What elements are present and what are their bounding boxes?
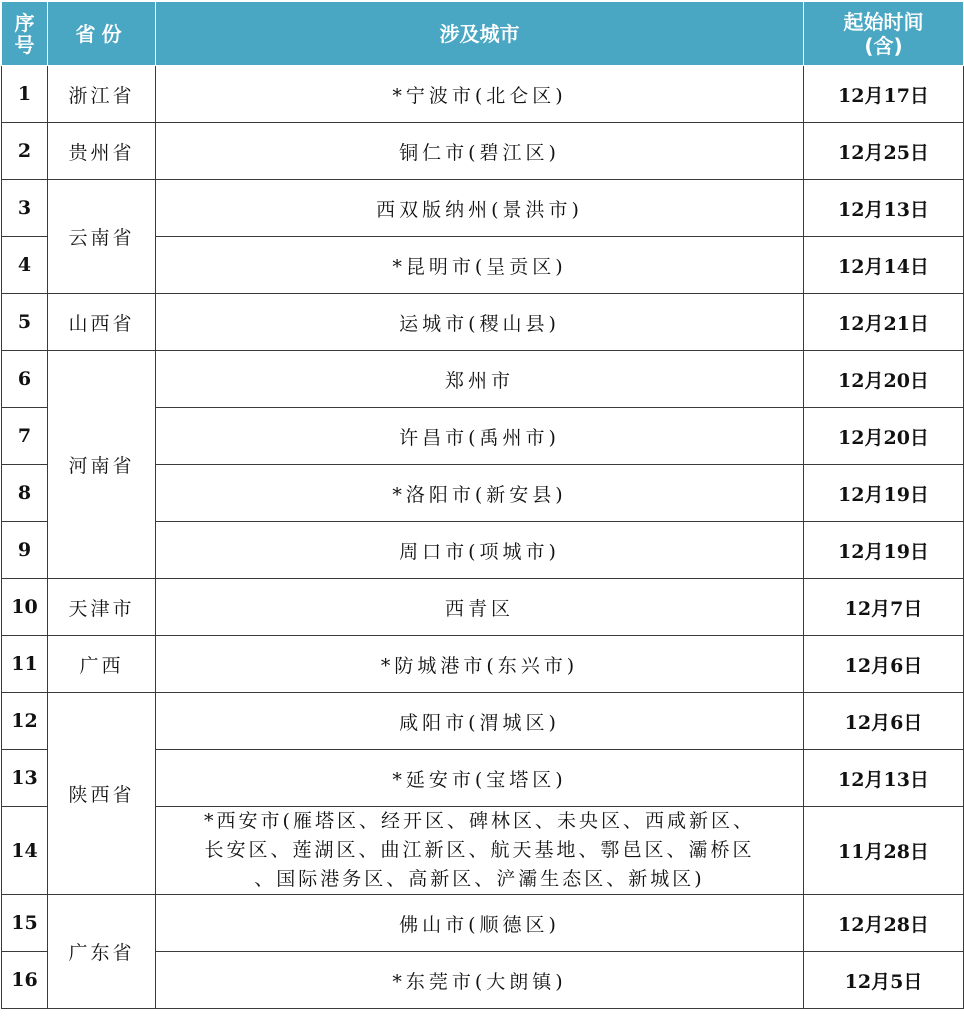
province-cell: 广西 [48,636,156,693]
header-row [2,2,964,66]
city-cell: 运城市(稷山县) [156,294,804,351]
province-cell: 云南省 [48,180,156,294]
seq-cell: 2 [2,123,48,180]
seq-cell: 12 [2,693,48,750]
seq-cell: 5 [2,294,48,351]
seq-cell: 14 [2,807,48,895]
province-cell: 贵州省 [48,123,156,180]
city-cell: 西青区 [156,579,804,636]
date-cell: 12月21日 [804,294,964,351]
table-row [2,180,964,237]
header-seq [2,2,48,66]
seq-cell: 8 [2,465,48,522]
city-line: *西安市(雁塔区、经开区、碑林区、未央区、西咸新区、 [204,810,755,832]
city-cell: 周口市(项城市) [156,522,804,579]
province-cell: 浙江省 [48,66,156,123]
table-row [2,351,964,408]
date-cell: 12月28日 [804,895,964,952]
date-cell: 12月6日 [804,636,964,693]
table-row [2,579,964,636]
header-start-time [804,2,964,66]
province-cell: 山西省 [48,294,156,351]
city-cell: 许昌市(禹州市) [156,408,804,465]
table-row [2,123,964,180]
city-cell: *昆明市(呈贡区) [156,237,804,294]
date-cell: 12月5日 [804,952,964,1009]
seq-cell: 13 [2,750,48,807]
date-cell: 12月13日 [804,180,964,237]
outbreak-regions-table [1,1,964,1009]
date-cell: 12月14日 [804,237,964,294]
header-start-line2: (含) [864,33,903,58]
date-cell: 12月25日 [804,123,964,180]
city-cell: 郑州市 [156,351,804,408]
city-line: 、国际港务区、高新区、浐灞生态区、新城区) [254,868,705,890]
date-cell: 12月20日 [804,408,964,465]
date-cell: 12月19日 [804,465,964,522]
seq-cell: 9 [2,522,48,579]
city-cell: 佛山市(顺德区) [156,895,804,952]
city-cell: 咸阳市(渭城区) [156,693,804,750]
table-row [2,66,964,123]
seq-cell: 11 [2,636,48,693]
table-row [2,294,964,351]
seq-cell: 4 [2,237,48,294]
date-cell: 12月6日 [804,693,964,750]
province-cell: 陕西省 [48,693,156,895]
seq-cell: 16 [2,952,48,1009]
seq-cell: 1 [2,66,48,123]
header-start-line1: 起始时间 [843,9,924,34]
date-cell: 12月17日 [804,66,964,123]
seq-cell: 6 [2,351,48,408]
date-cell: 12月20日 [804,351,964,408]
city-cell: 铜仁市(碧江区) [156,123,804,180]
province-cell: 广东省 [48,895,156,1009]
city-cell: *宁波市(北仑区) [156,66,804,123]
city-cell: *延安市(宝塔区) [156,750,804,807]
city-cell: *防城港市(东兴市) [156,636,804,693]
city-cell: *东莞市(大朗镇) [156,952,804,1009]
city-line: 长安区、莲湖区、曲江新区、航天基地、鄠邑区、灞桥区 [204,839,755,861]
date-cell: 12月7日 [804,579,964,636]
date-cell: 12月13日 [804,750,964,807]
date-cell: 11月28日 [804,807,964,895]
city-cell-multiline [156,807,804,895]
province-cell: 天津市 [48,579,156,636]
seq-cell: 15 [2,895,48,952]
header-seq-text: 序号 [14,10,35,57]
header-cities: 涉及城市 [156,2,804,66]
province-cell: 河南省 [48,351,156,579]
city-cell: *洛阳市(新安县) [156,465,804,522]
seq-cell: 7 [2,408,48,465]
table-row [2,895,964,952]
table-row [2,693,964,750]
header-province: 省份 [48,2,156,66]
city-cell: 西双版纳州(景洪市) [156,180,804,237]
table-row [2,636,964,693]
seq-cell: 10 [2,579,48,636]
date-cell: 12月19日 [804,522,964,579]
seq-cell: 3 [2,180,48,237]
